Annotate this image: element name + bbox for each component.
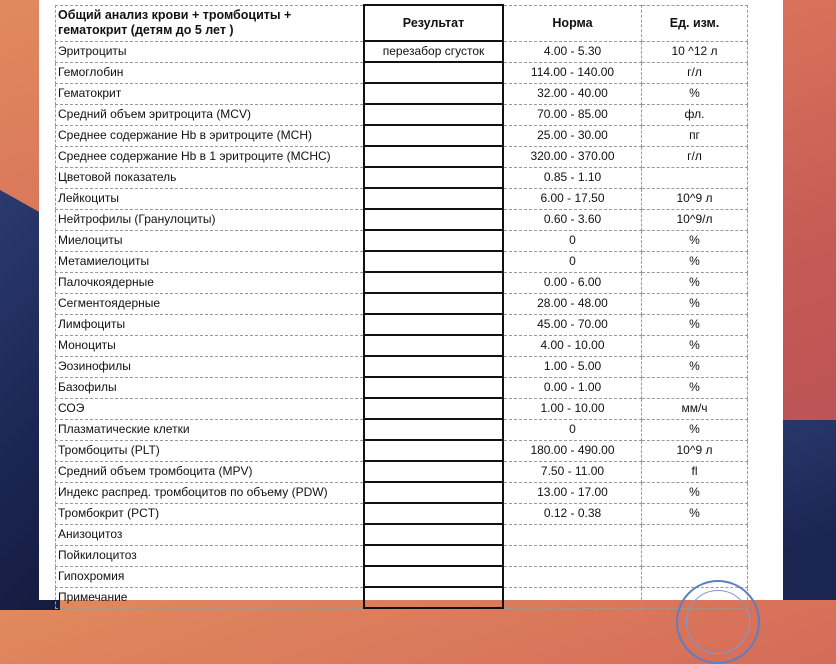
- unit-cell: %: [642, 293, 748, 314]
- clinic-stamp: [676, 580, 760, 664]
- unit-cell: 10 ^12 л: [642, 41, 748, 62]
- norm-cell: 0.00 - 1.00: [503, 377, 642, 398]
- test-name-cell: Пойкилоцитоз: [56, 545, 365, 566]
- norm-cell: 13.00 - 17.00: [503, 482, 642, 503]
- test-name-cell: Палочкоядерные: [56, 272, 365, 293]
- unit-cell: %: [642, 482, 748, 503]
- norm-cell: 1.00 - 5.00: [503, 356, 642, 377]
- table-row: [56, 272, 748, 293]
- norm-cell: 320.00 - 370.00: [503, 146, 642, 167]
- test-name-cell: Среднее содержание Hb в эритроците (MCH): [56, 125, 365, 146]
- table-row: [56, 314, 748, 335]
- norm-cell: 180.00 - 490.00: [503, 440, 642, 461]
- table-row: [56, 62, 748, 83]
- result-cell: [364, 251, 503, 272]
- norm-cell: 6.00 - 17.50: [503, 188, 642, 209]
- norm-cell: 32.00 - 40.00: [503, 83, 642, 104]
- norm-cell: 114.00 - 140.00: [503, 62, 642, 83]
- unit-cell: 10^9/л: [642, 209, 748, 230]
- result-cell: [364, 524, 503, 545]
- norm-cell: 1.00 - 10.00: [503, 398, 642, 419]
- norm-cell: 25.00 - 30.00: [503, 125, 642, 146]
- result-cell: [364, 482, 503, 503]
- table-row: [56, 482, 748, 503]
- test-name-cell: Эозинофилы: [56, 356, 365, 377]
- test-name-cell: Индекс распред. тромбоцитов по объему (PDW): [56, 482, 365, 503]
- norm-cell: 4.00 - 10.00: [503, 335, 642, 356]
- unit-cell: [642, 524, 748, 545]
- result-cell: [364, 503, 503, 524]
- test-name-cell: Моноциты: [56, 335, 365, 356]
- test-name-cell: Базофилы: [56, 377, 365, 398]
- unit-cell: г/л: [642, 146, 748, 167]
- unit-cell: %: [642, 251, 748, 272]
- table-row: [56, 461, 748, 482]
- table-row: [56, 230, 748, 251]
- table-row: [56, 83, 748, 104]
- norm-cell: 0.12 - 0.38: [503, 503, 642, 524]
- header-norm: Норма: [503, 5, 642, 41]
- norm-cell: 0: [503, 419, 642, 440]
- norm-cell: 28.00 - 48.00: [503, 293, 642, 314]
- result-cell: [364, 335, 503, 356]
- test-name-cell: Метамиелоциты: [56, 251, 365, 272]
- table-row: [56, 167, 748, 188]
- result-cell: [364, 545, 503, 566]
- table-row: [56, 545, 748, 566]
- result-cell: [364, 566, 503, 587]
- table-row: [56, 251, 748, 272]
- unit-cell: %: [642, 230, 748, 251]
- result-cell: [364, 356, 503, 377]
- header-unit: Ед. изм.: [642, 5, 748, 41]
- result-cell: [364, 209, 503, 230]
- result-cell: [364, 587, 503, 608]
- test-name-cell: Плазматические клетки: [56, 419, 365, 440]
- table-row: [56, 566, 748, 587]
- results-table: [55, 4, 748, 609]
- test-name-cell: Цветовой показатель: [56, 167, 365, 188]
- unit-cell: %: [642, 503, 748, 524]
- test-name-cell: Нейтрофилы (Гранулоциты): [56, 209, 365, 230]
- unit-cell: [642, 167, 748, 188]
- table-row: [56, 587, 748, 608]
- table-row: [56, 104, 748, 125]
- norm-cell: [503, 566, 642, 587]
- norm-cell: 0.00 - 6.00: [503, 272, 642, 293]
- norm-cell: 0.85 - 1.10: [503, 167, 642, 188]
- result-cell: [364, 272, 503, 293]
- result-cell: [364, 125, 503, 146]
- result-cell: [364, 314, 503, 335]
- unit-cell: %: [642, 377, 748, 398]
- test-name-cell: Анизоцитоз: [56, 524, 365, 545]
- test-name-cell: Тромбокрит (PCT): [56, 503, 365, 524]
- table-row: [56, 188, 748, 209]
- table-row: [56, 146, 748, 167]
- unit-cell: %: [642, 272, 748, 293]
- result-cell: [364, 419, 503, 440]
- unit-cell: fl: [642, 461, 748, 482]
- unit-cell: %: [642, 356, 748, 377]
- result-cell: [364, 377, 503, 398]
- test-name-cell: Лейкоциты: [56, 188, 365, 209]
- lab-report-sheet: [39, 0, 783, 604]
- test-name-cell: Лимфоциты: [56, 314, 365, 335]
- norm-cell: [503, 545, 642, 566]
- norm-cell: 0: [503, 230, 642, 251]
- unit-cell: мм/ч: [642, 398, 748, 419]
- header-test-name: Общий анализ крови + тромбоциты + гематокрит (детям до 5 лет ): [56, 5, 365, 41]
- test-name-cell: Гемоглобин: [56, 62, 365, 83]
- table-row: [56, 398, 748, 419]
- norm-cell: 0: [503, 251, 642, 272]
- result-cell: [364, 440, 503, 461]
- table-row: [56, 419, 748, 440]
- test-name-cell: Миелоциты: [56, 230, 365, 251]
- unit-cell: %: [642, 314, 748, 335]
- table-row: [56, 209, 748, 230]
- norm-cell: 7.50 - 11.00: [503, 461, 642, 482]
- result-cell: перезабор сгусток: [364, 41, 503, 62]
- result-cell: [364, 293, 503, 314]
- unit-cell: %: [642, 335, 748, 356]
- test-name-cell: Средний объем тромбоцита (MPV): [56, 461, 365, 482]
- header-result: Результат: [364, 5, 503, 41]
- table-row: [56, 293, 748, 314]
- test-name-cell: Гипохромия: [56, 566, 365, 587]
- test-name-cell: Примечание: [56, 587, 365, 608]
- unit-cell: г/л: [642, 62, 748, 83]
- unit-cell: %: [642, 83, 748, 104]
- test-name-cell: СОЭ: [56, 398, 365, 419]
- result-cell: [364, 104, 503, 125]
- table-row: [56, 335, 748, 356]
- table-row: [56, 125, 748, 146]
- test-name-cell: Гематокрит: [56, 83, 365, 104]
- unit-cell: пг: [642, 125, 748, 146]
- table-row: [56, 356, 748, 377]
- test-name-cell: Тромбоциты (PLT): [56, 440, 365, 461]
- unit-cell: 10^9 л: [642, 440, 748, 461]
- unit-cell: фл.: [642, 104, 748, 125]
- norm-cell: 70.00 - 85.00: [503, 104, 642, 125]
- unit-cell: %: [642, 419, 748, 440]
- table-row: [56, 503, 748, 524]
- norm-cell: 4.00 - 5.30: [503, 41, 642, 62]
- result-cell: [364, 230, 503, 251]
- table-row: [56, 377, 748, 398]
- test-name-cell: Эритроциты: [56, 41, 365, 62]
- norm-cell: 0.60 - 3.60: [503, 209, 642, 230]
- result-cell: [364, 167, 503, 188]
- unit-cell: [642, 545, 748, 566]
- result-cell: [364, 62, 503, 83]
- unit-cell: 10^9 л: [642, 188, 748, 209]
- result-cell: [364, 461, 503, 482]
- test-name-cell: Среднее содержание Hb в 1 эритроците (MCHC): [56, 146, 365, 167]
- table-row: [56, 524, 748, 545]
- result-cell: [364, 188, 503, 209]
- norm-cell: 45.00 - 70.00: [503, 314, 642, 335]
- norm-cell: [503, 587, 642, 608]
- result-cell: [364, 398, 503, 419]
- table-row: [56, 440, 748, 461]
- table-row: [56, 41, 748, 62]
- table-header-row: [56, 5, 748, 41]
- result-cell: [364, 146, 503, 167]
- result-cell: [364, 83, 503, 104]
- norm-cell: [503, 524, 642, 545]
- test-name-cell: Средний объем эритроцита (MCV): [56, 104, 365, 125]
- test-name-cell: Сегментоядерные: [56, 293, 365, 314]
